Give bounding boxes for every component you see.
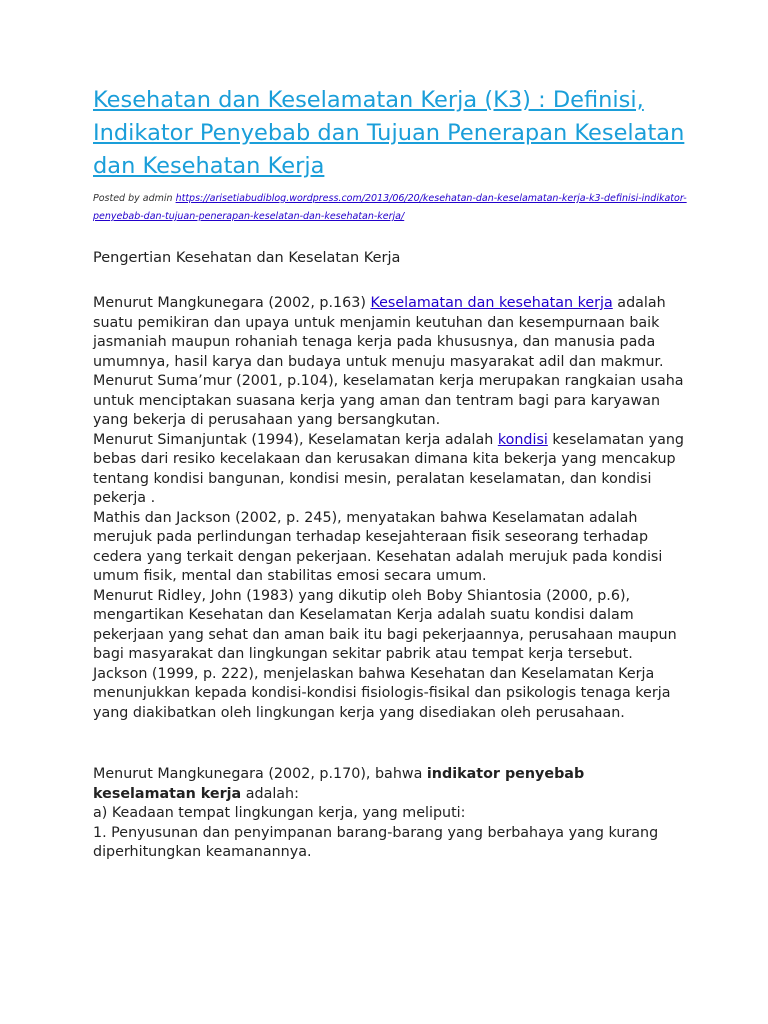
paragraph-text: Menurut Mangkunegara (2002, p.163) xyxy=(93,295,371,311)
paragraph-ridley: Menurut Ridley, John (1983) yang dikutip oleh Boby Shiantosia (2000, p.6), mengartikan Kesehatan dan Keselamatan Kerja adalah suatu kondisi dalam pekerjaan yang sehat dan aman baik itu bagi pekerjaannya, perusahaan maupun bagi masyarakat dan lingkungan sekitar pabrik atau tempat kerja tersebut. xyxy=(93,587,677,662)
paragraph-jackson: Jackson (1999, p. 222), menjelaskan bahwa Kesehatan dan Keselamatan Kerja menunjukkan kepada kondisi-kondisi fisiologis-fisikal dan psikologis tenaga kerja yang diakibatkan oleh lingkungan kerja yang disediakan oleh perusahaan. xyxy=(93,665,671,721)
paragraph-mathis-jackson: Mathis dan Jackson (2002, p. 245), menyatakan bahwa Keselamatan adalah merujuk pada perlindungan terhadap kesejahteraan fisik seseorang terhadap cedera yang terkait dengan pekerjaan. Kesehatan adalah merujuk pada kondisi umum fisik, mental dan stabilitas emosi secara umum. xyxy=(93,509,663,584)
paragraph-text: keselamatan yang bebas dari resiko kecelakaan dan kerusakan dimana kita bekerja yang mencakup tentang kondisi bangunan, kondisi mesin, peralatan keselamatan, dan kondisi pekerja . xyxy=(93,431,684,506)
article-title xyxy=(93,84,688,183)
list-item-1: 1. Penyusunan dan penyimpanan barang-barang yang berbahaya yang kurang diperhitungkan keamanannya. xyxy=(93,824,659,860)
paragraph-text: adalah: xyxy=(241,785,299,802)
list-item-a: a) Keadaan tempat lingkungan kerja, yang meliputi: xyxy=(93,805,466,821)
article-title-link[interactable]: Kesehatan dan Keselamatan Kerja (K3) : Definisi, Indikator Penyebab dan Tujuan Penerapan Keselatan dan Kesehatan Kerja xyxy=(93,87,685,179)
post-meta-author: Posted by admin xyxy=(93,193,176,204)
keselamatan-link[interactable]: Keselamatan dan kesehatan kerja xyxy=(370,295,613,311)
paragraph-text: Menurut Simanjuntak (1994), Keselamatan kerja adalah xyxy=(93,431,498,448)
paragraph-simanjuntak xyxy=(93,431,688,509)
bold-text: indikator penyebab keselamatan kerja xyxy=(93,766,585,802)
section-heading: Pengertian Kesehatan dan Keselatan Kerja xyxy=(93,250,401,266)
spacer xyxy=(93,270,688,294)
paragraph-text: Menurut Mangkunegara (2002, p.170), bahwa xyxy=(93,766,427,782)
paragraph-text: adalah suatu pemikiran dan upaya untuk menjamin keutuhan dan kesempurnaan baik jasmaniah maupun rohaniah tenaga kerja pada khususnya, dan manusia pada umumnya, hasil karya dan budaya untuk menuju masyarakat adil dan makmur. xyxy=(93,295,666,370)
source-url-link[interactable]: https://arisetiabudiblog.wordpress.com/2013/06/20/kesehatan-dan-keselamatan-kerja-k3-definisi-indikator-penyebab-dan-tujuan-penerapan-keselatan-dan-kesehatan-kerja/ xyxy=(93,193,687,222)
kondisi-link[interactable]: kondisi xyxy=(497,431,548,448)
post-meta xyxy=(93,190,688,226)
paragraph-mangkunegara xyxy=(93,294,688,372)
paragraph-sumamur: Menurut Suma’mur (2001, p.104), keselamatan kerja merupakan rangkaian usaha untuk menciptakan suasana kerja yang aman dan tentram bagi para karyawan yang bekerja di perusahaan yang bersangkutan. xyxy=(93,373,684,428)
paragraph-indikator xyxy=(93,765,688,804)
spacer xyxy=(93,723,688,765)
